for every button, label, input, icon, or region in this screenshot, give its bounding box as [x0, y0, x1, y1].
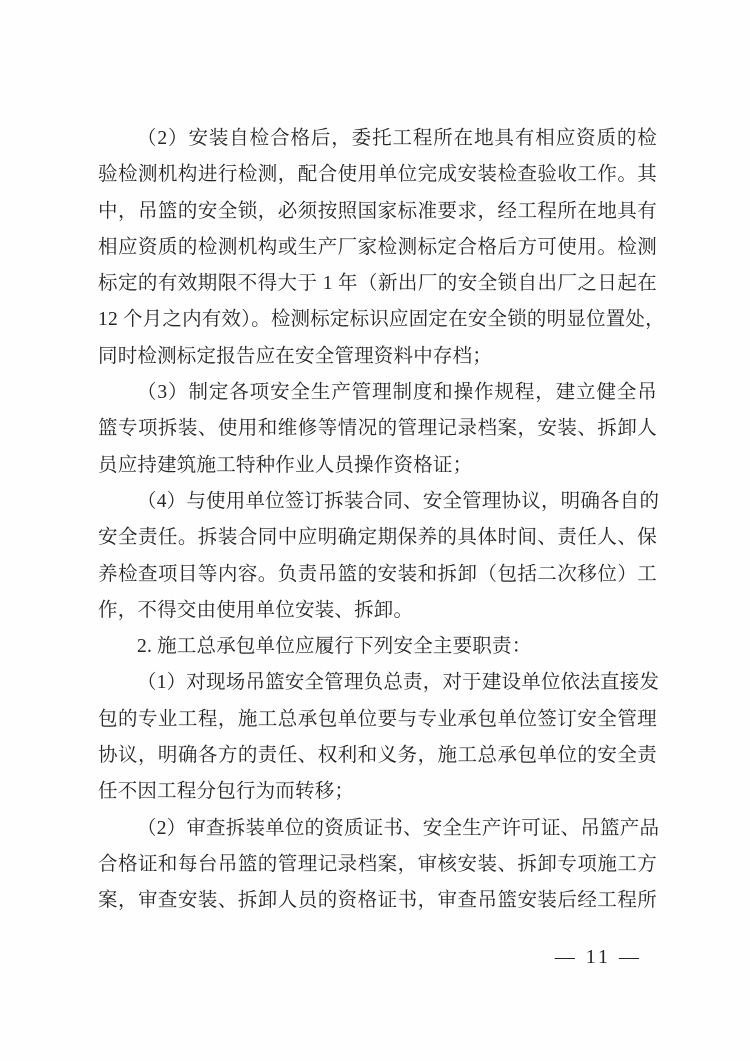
text-line: 篮专项拆装、使用和维修等情况的管理记录档案，安装、拆卸人 [98, 418, 657, 440]
text-line: 任不因工程分包行为而转移； [98, 781, 355, 803]
text-line: 2. 施工总承包单位应履行下列安全主要职责： [137, 636, 532, 658]
text-line: 案，审查安装、拆卸人员的资格证书，审查吊篮安装后经工程所 [98, 890, 657, 912]
text-line: 员应持建筑施工特种作业人员操作资格证； [98, 454, 473, 476]
text-line: （4）与使用单位签订拆装合同、安全管理协议，明确各自的 [137, 490, 660, 512]
text-line: 作，不得交由使用单位安装、拆卸。 [98, 599, 414, 621]
paragraph [98, 665, 660, 810]
text-line: 协议，明确各方的责任、权利和义务，施工总承包单位的安全责 [98, 745, 657, 767]
text-line: 相应资质的检测机构或生产厂家检测标定合格后方可使用。检测 [98, 236, 657, 258]
text-line: （2）安装自检合格后，委托工程所在地具有相应资质的检 [137, 128, 657, 149]
text-line: 验检测机构进行检测，配合使用单位完成安装检查验收工作。其 [98, 164, 657, 186]
paragraph [98, 484, 660, 629]
paragraph [98, 121, 665, 375]
text-line: 包的专业工程，施工总承包单位要与专业承包单位签订安全管理 [98, 708, 657, 730]
text-line: 合格证和每台吊篮的管理记录档案，审核安装、拆卸专项施工方 [98, 853, 657, 875]
text-line: 标定的有效期限不得大于 1 年（新出厂的安全锁自出厂之日起在 [98, 273, 657, 295]
paragraph [98, 811, 660, 920]
text-line: 养检查项目等内容。负责吊篮的安装和拆卸（包括二次移位）工 [98, 563, 657, 585]
text-line: （2）审查拆装单位的资质证书、安全生产许可证、吊篮产品 [137, 817, 660, 839]
text-line: 同时检测标定报告应在安全管理资料中存档； [98, 345, 493, 367]
page-number: — 11 — [554, 946, 642, 968]
text-line: （3）制定各项安全生产管理制度和操作规程，建立健全吊 [137, 382, 657, 404]
text-line: 12 个月之内有效）。检测标定标识应固定在安全锁的明显位置处， [98, 309, 665, 331]
paragraph [98, 375, 657, 484]
document-body [98, 121, 665, 920]
text-line: 安全责任。拆装合同中应明确定期保养的具体时间、责任人、保 [98, 527, 657, 549]
paragraph [98, 629, 657, 665]
text-line: 中，吊篮的安全锁，必须按照国家标准要求，经工程所在地具有 [98, 200, 657, 222]
text-line: （1）对现场吊篮安全管理负总责，对于建设单位依法直接发 [137, 672, 660, 694]
